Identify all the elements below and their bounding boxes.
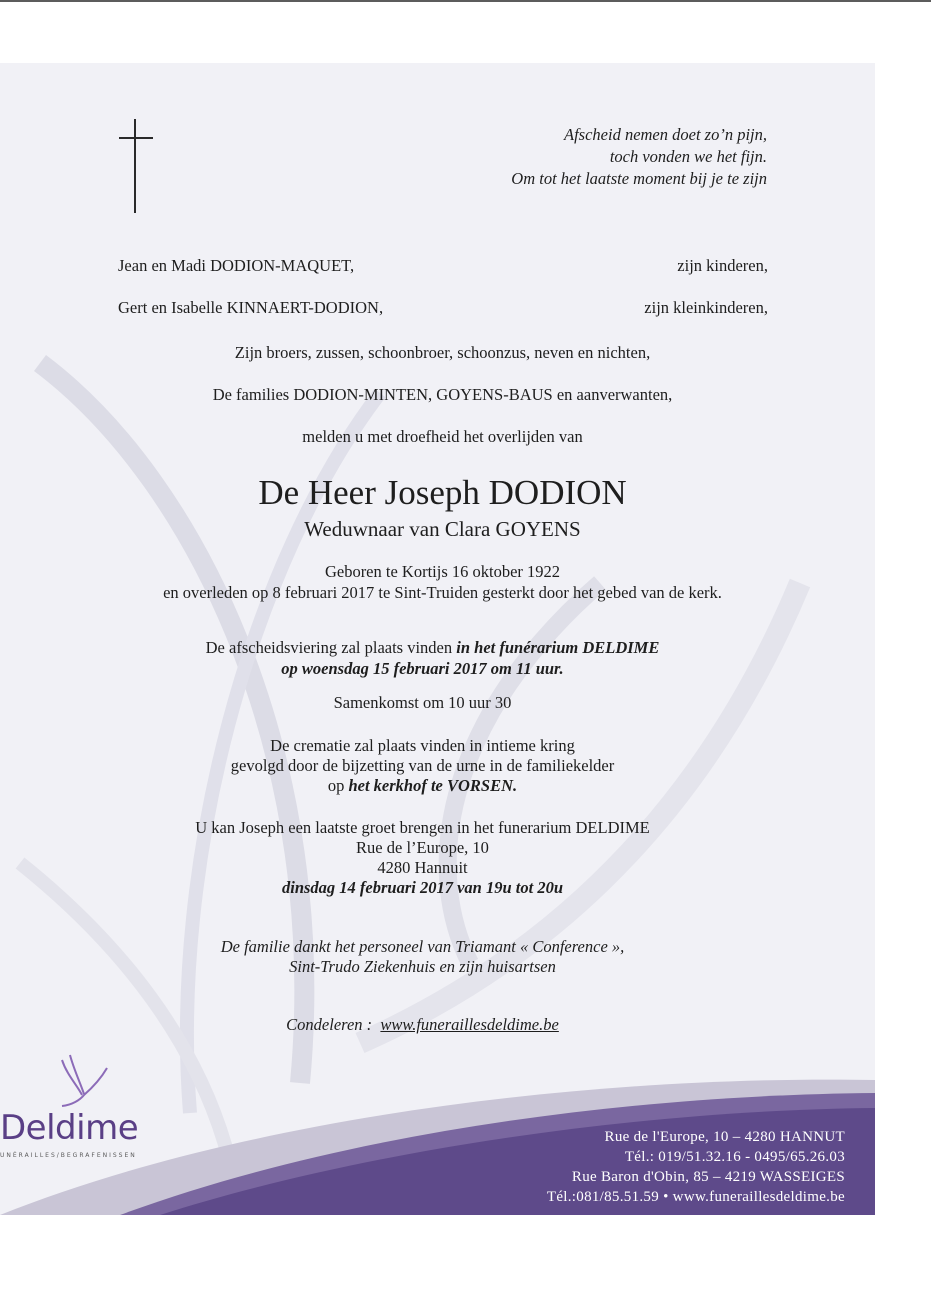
cremation-place-line xyxy=(0,776,865,796)
visit-address: Rue de l’Europe, 10 xyxy=(356,838,489,857)
logo-wordmark: Deldime xyxy=(0,1108,139,1148)
verse-line: Afscheid nemen doet zo’n pijn, xyxy=(564,125,767,144)
family-relation: zijn kinderen, xyxy=(677,256,768,275)
verse-line: toch vonden we het fijn. xyxy=(609,147,767,166)
family-names: Jean en Madi DODION-MAQUET, xyxy=(118,256,355,275)
cremation-prefix: op xyxy=(327,776,345,795)
family-row-grandchildren xyxy=(118,298,768,318)
visit-datetime: dinsdag 14 februari 2017 van 19u tot 20u xyxy=(282,878,563,897)
footer-line: Rue Baron d'Obin, 85 – 4219 WASSEIGES xyxy=(571,1169,845,1185)
birth-line: Geboren te Kortijs 16 oktober 1922 xyxy=(324,562,561,581)
family-relation: zijn kleinkinderen, xyxy=(644,298,768,317)
footer-line: Tél.:081/85.51.59 • www.funeraillesdeldime.be xyxy=(546,1189,845,1205)
cremation-place: het kerkhof te VORSEN. xyxy=(348,776,518,795)
relatives-line: Zijn broers, zussen, schoonbroer, schoonzus, neven en nichten, xyxy=(234,343,651,362)
condolences-label: Condeleren : xyxy=(286,1015,373,1034)
footer-contact xyxy=(485,1127,845,1207)
families-line: De families DODION-MINTEN, GOYENS-BAUS en aanverwanten, xyxy=(212,385,673,404)
cremation-line: gevolgd door de bijzetting van de urne in de familiekelder xyxy=(230,756,615,775)
ceremony-place: in het funérarium DELDIME xyxy=(456,638,660,657)
deceased-name: De Heer Joseph DODION xyxy=(258,473,627,512)
widower-line: Weduwnaar van Clara GOYENS xyxy=(304,517,581,541)
family-names: Gert en Isabelle KINNAERT-DODION, xyxy=(118,298,384,317)
ceremony-datetime: op woensdag 15 februari 2017 om 11 uur. xyxy=(281,659,564,678)
dove-logo-icon xyxy=(52,1050,122,1110)
gathering-line: Samenkomst om 10 uur 30 xyxy=(333,693,512,712)
logo-tagline: UNÉRAILLES/BEGRAFENISSEN xyxy=(0,1152,137,1159)
poem-verse xyxy=(407,124,767,190)
family-row-children xyxy=(118,256,768,276)
visit-line: U kan Joseph een laatste groet brengen in het funerarium DELDIME xyxy=(195,818,650,837)
announce-line: melden u met droefheid het overlijden van xyxy=(302,427,583,446)
cross-icon xyxy=(119,119,153,213)
thanks-line: Sint-Trudo Ziekenhuis en zijn huisartsen xyxy=(289,957,556,976)
cremation-line: De crematie zal plaats vinden in intieme kring xyxy=(270,736,575,755)
ceremony-line xyxy=(0,638,875,658)
top-scan-line xyxy=(0,0,931,2)
condolences-line xyxy=(0,1015,865,1035)
ceremony-intro: De afscheidsviering zal plaats vinden xyxy=(205,638,453,657)
death-line: en overleden op 8 februari 2017 te Sint-Truiden gesterkt door het gebed van de kerk. xyxy=(163,583,722,602)
condolences-link[interactable]: www.funeraillesdeldime.be xyxy=(380,1015,559,1034)
verse-line: Om tot het laatste moment bij je te zijn xyxy=(511,169,767,188)
footer-line: Tél.: 019/51.32.16 - 0495/65.26.03 xyxy=(624,1149,845,1165)
footer-line: Rue de l'Europe, 10 – 4280 HANNUT xyxy=(604,1129,845,1145)
visit-city: 4280 Hannuit xyxy=(377,858,468,877)
thanks-line: De familie dankt het personeel van Triamant « Conference », xyxy=(220,937,625,956)
